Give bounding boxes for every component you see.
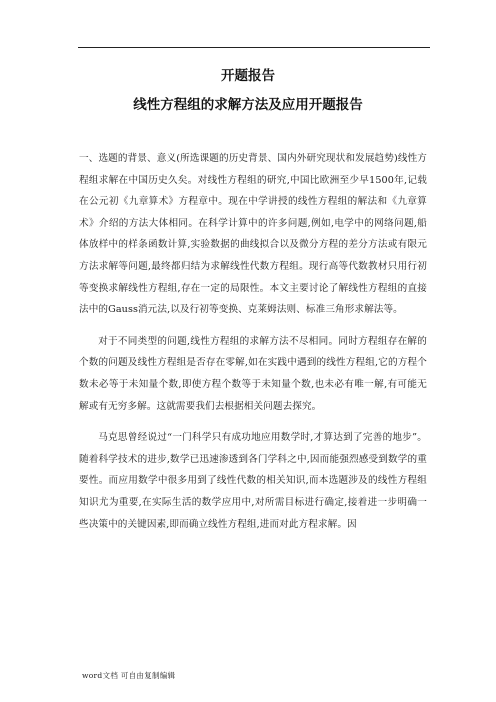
- report-subtitle: 线性方程组的求解方法及应用开题报告: [133, 97, 363, 113]
- paragraph-background: 一、选题的背景、意义(所选课题的历史背景、国内外研究现状和发展趋势)线性方程组求解在中国历史久矣。对线性方程组的研究,中国比欧洲至少早1500年,记载在公元初《九章算术》方程章中。现在中学讲授的线性方程组的解法和《九章算术》介绍的方法大体相同。在科学计算中的许多问题,例如,电学中的网络问题,船体放样中的样条函数计算,实验数据的曲线拟合以及微分方程的差分方法或有限元方法求解等问题,最终都归结为求解线性代数方程组。现行高等代数教材只用行初等变换求解线性方程组,存在一定的局限性。本文主要讨论了解线性方程组的直接法中的Gauss消元法,以及行初等变换、克莱姆法则、标准三角形求解法等。: [79, 153, 427, 316]
- footer-note: word文档 可自由复制编辑: [82, 671, 176, 680]
- report-title: 开题报告: [221, 68, 275, 84]
- paragraph-applications: 马克思曾经说过“一门科学只有成功地应用数学时,才算达到了完善的地步”。随着科学技术的进步,数学已迅速渗透到各门学科之中,因而能强烈感受到数学的重要性。而应用数学中很多用到了线性代数的相关知识,而本选题涉及的线性方程组知识尤为重要,在实际生活的数学应用中,对所需目标进行确定,接着进一步明确一些决策中的关键因素,即而确立线性方程组,进而对此方程求解。因: [79, 432, 427, 530]
- body-text: [79, 148, 427, 535]
- paragraph-solution-types: 对于不同类型的问题,线性方程组的求解方法不尽相同。同时方程组存在解的个数的问题及线性方程组是否存在零解,如在实践中遇到的线性方程组,它的方程个数未必等于未知量个数,即使方程个数等于未知量个数,也未必有唯一解,有可能无解或有无穷多解。这就需要我们去根据相关问题去探究。: [79, 335, 427, 412]
- header-rule: [78, 47, 430, 48]
